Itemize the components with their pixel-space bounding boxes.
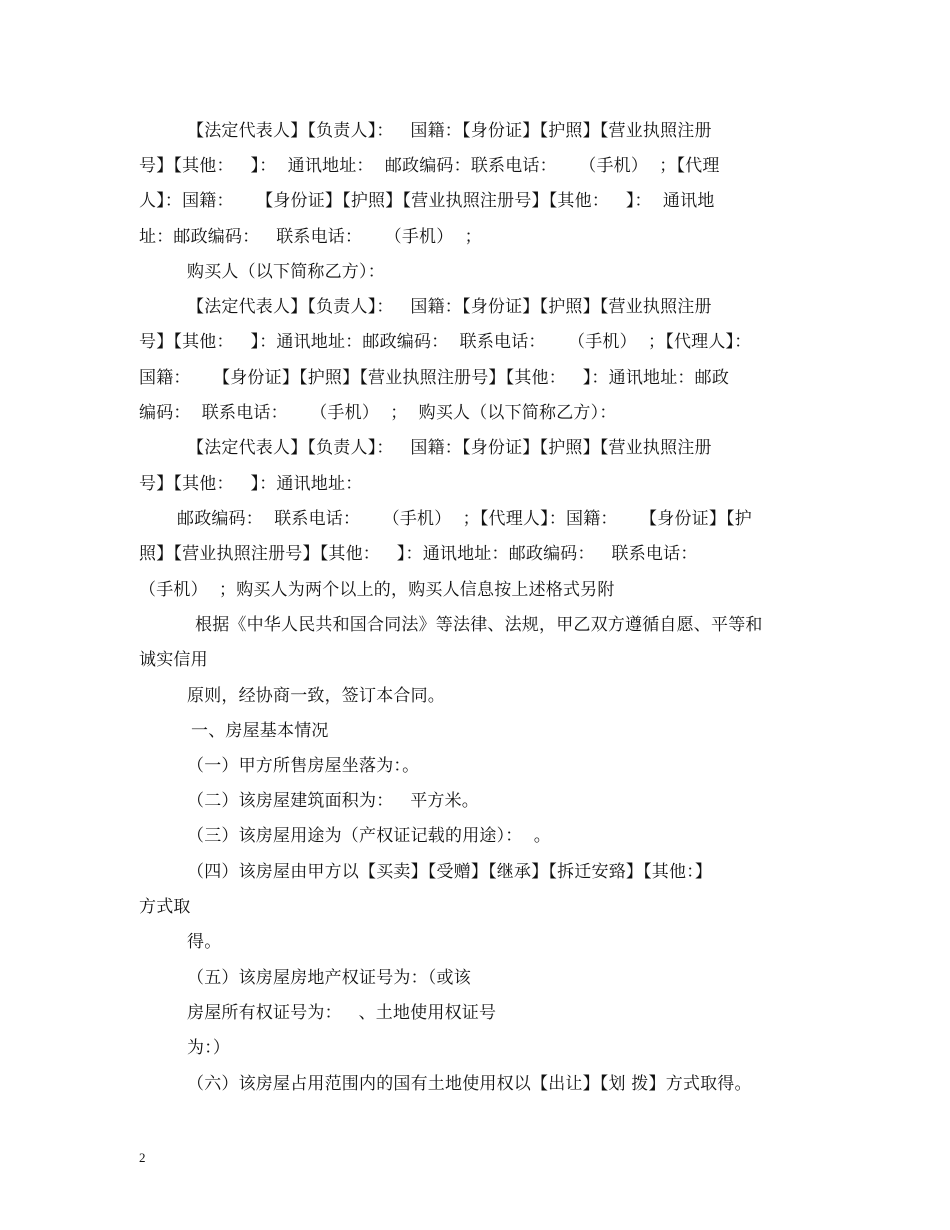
line-3: 人】：国籍： 【身份证】【护照】【营业执照注册号】【其他： 】： 通讯地 bbox=[139, 191, 715, 211]
line-20: （二）该房屋建筑面积为： 平方米。 bbox=[187, 791, 480, 811]
line-1: 【法定代表人】【负责人】： 国籍：【身份证】【护照】【营业执照注册 bbox=[187, 121, 712, 141]
line-11: 号】【其他： 】：通讯地址： bbox=[139, 474, 363, 494]
line-4: 址：邮政编码： 联系电话： （手机） ； bbox=[139, 227, 482, 247]
line-26: 房屋所有权证号为： 、土地使用权证号 bbox=[187, 1003, 497, 1023]
line-17: 原则，经协商一致，签订本合同。 bbox=[187, 686, 445, 706]
line-22: （四）该房屋由甲方以【买卖】【受赠】【继承】【拆迁安臵】【其他：】 bbox=[187, 862, 713, 882]
line-12: 邮政编码： 联系电话： （手机） ；【代理人】：国籍： 【身份证】【护 bbox=[177, 509, 752, 529]
line-2: 号】【其他： 】： 通讯地址： 邮政编码：联系电话： （手机） ；【代理 bbox=[139, 156, 720, 176]
line-25: （五）该房屋房地产权证号为：（或该 bbox=[187, 968, 471, 988]
section-heading-1: 一、房屋基本情况 bbox=[191, 721, 329, 741]
line-16: 诚实信用 bbox=[139, 650, 208, 670]
page-number: 2 bbox=[139, 1150, 146, 1165]
line-9: 编码： 联系电话： （手机） ； 购买人（以下简称乙方）： bbox=[139, 403, 617, 423]
line-28: （六）该房屋占用范围内的国有土地使用权以【出让】【划 拨】方式取得。 bbox=[187, 1074, 752, 1094]
line-27: 为：） bbox=[187, 1038, 231, 1058]
line-6: 【法定代表人】【负责人】： 国籍：【身份证】【护照】【营业执照注册 bbox=[187, 297, 712, 317]
line-19: （一）甲方所售房屋坐落为：。 bbox=[187, 756, 420, 776]
line-15: 根据《中华人民共和国合同法》等法律、法规，甲乙双方遵循自愿、平等和 bbox=[195, 615, 763, 635]
line-7: 号】【其他： 】：通讯地址：邮政编码： 联系电话： （手机） ；【代理人】： bbox=[139, 332, 752, 352]
line-24: 得。 bbox=[187, 932, 222, 952]
line-10: 【法定代表人】【负责人】： 国籍：【身份证】【护照】【营业执照注册 bbox=[187, 438, 712, 458]
line-14: （手机） ；购买人为两个以上的，购买人信息按上述格式另附 bbox=[139, 580, 615, 600]
line-5: 购买人（以下简称乙方）： bbox=[187, 262, 385, 282]
line-23: 方式取 bbox=[139, 897, 191, 917]
line-21: （三）该房屋用途为（产权证记载的用途）： 。 bbox=[187, 826, 551, 846]
line-8: 国籍： 【身份证】【护照】【营业执照注册号】【其他： 】：通讯地址：邮政 bbox=[139, 368, 730, 388]
line-13: 照】【营业执照注册号】【其他： 】：通讯地址：邮政编码： 联系电话： bbox=[139, 544, 698, 564]
